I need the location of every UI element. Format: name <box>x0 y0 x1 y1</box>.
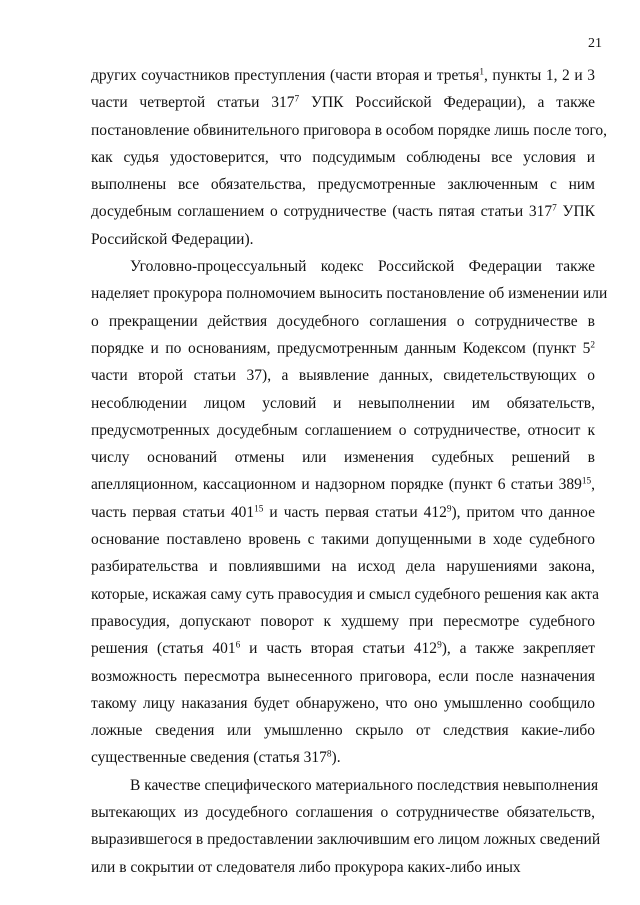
text-segment: числу оснований отмены или изменения судебных решений в <box>91 449 595 467</box>
text-line <box>91 362 595 389</box>
text-line <box>91 826 601 853</box>
text-segment: как судья удостоверится, что подсудимым соблюдены все условия и <box>91 148 595 166</box>
text-line <box>91 526 595 553</box>
text-segment: правосудия, допускают поворот к худшему при пересмотре судебного <box>91 612 595 630</box>
text-line <box>91 62 595 89</box>
footnote-superscript: 15 <box>581 476 592 487</box>
text-line <box>91 717 595 744</box>
text-line <box>91 553 595 580</box>
text-line <box>91 854 595 881</box>
text-segment: УПК <box>556 203 596 221</box>
text-line <box>91 253 595 280</box>
text-line <box>91 117 608 144</box>
text-segment: разбирательства и повлиявшими на исход дела нарушениями закона, <box>91 558 595 576</box>
text-line <box>91 663 595 690</box>
text-segment: УПК Российской Федерации), а также <box>299 94 595 112</box>
text-line <box>91 772 599 799</box>
text-line <box>91 226 595 253</box>
paragraph <box>91 62 608 253</box>
text-line <box>91 335 595 362</box>
footnote-superscript: 7 <box>294 94 300 105</box>
text-segment: наделяет прокурора полномочием выносить постановление об изменении или <box>91 285 608 303</box>
text-segment: части второй статьи 37), а выявление данных, свидетельствующих о <box>91 367 595 385</box>
footnote-superscript: 15 <box>254 504 264 515</box>
text-segment: Российской Федерации). <box>91 230 254 248</box>
text-segment: порядке и по основаниям, предусмотренным данным Кодексом (пункт 5 <box>91 339 591 357</box>
footnote-superscript: 9 <box>446 504 452 515</box>
text-segment: основание поставлено вровень с такими допущенными в ходе судебного <box>91 531 595 549</box>
text-segment: и часть вторая статьи 412 <box>240 640 438 658</box>
footnote-superscript: 1 <box>479 67 484 78</box>
text-segment: других соучастников преступления (части вторая и третья <box>91 67 480 84</box>
text-segment: , <box>591 476 595 494</box>
footnote-superscript: 8 <box>326 749 332 760</box>
text-segment: предусмотренных досудебным соглашением о сотрудничестве, относит к <box>91 421 595 439</box>
text-segment: решения (статья 401 <box>91 640 236 658</box>
text-segment: ), притом что данное <box>451 503 595 521</box>
text-segment: выполнены все обязательства, предусмотренные заключенным с ним <box>91 176 595 194</box>
text-line <box>91 744 595 771</box>
text-segment: Уголовно-процессуальный кодекс Российской Федерации также <box>130 258 595 276</box>
text-segment: часть первая статьи 401 <box>91 503 255 521</box>
text-segment: или в сокрытии от следователя либо прокурора каких-либо иных <box>91 858 521 876</box>
footnote-superscript: 6 <box>235 640 241 651</box>
text-segment: апелляционном, кассационном и надзорном порядке (пункт 6 статьи 389 <box>91 476 582 494</box>
footnote-superscript: 7 <box>552 203 557 214</box>
text-segment: о прекращении действия досудебного соглашения о сотрудничестве в <box>91 312 595 330</box>
text-line <box>91 690 595 717</box>
text-segment: ). <box>331 749 341 767</box>
paragraph <box>91 253 608 772</box>
text-line <box>91 417 595 444</box>
text-segment: досудебным соглашением о сотрудничестве (часть пятая статьи 317 <box>91 203 553 221</box>
text-segment: возможность пересмотра вынесенного приговора, если после назначения <box>91 667 595 685</box>
text-line <box>91 280 608 307</box>
text-segment: В качестве специфического материального последствия невыполнения <box>130 776 599 794</box>
footnote-superscript: 9 <box>437 640 442 651</box>
text-line <box>91 608 595 635</box>
text-segment: ложные сведения или умышленно скрыло от следствия какие-либо <box>91 722 595 740</box>
text-segment: постановление обвинительного приговора в особом порядке лишь после того, <box>91 121 608 139</box>
text-line <box>91 581 599 608</box>
text-line <box>91 799 595 826</box>
text-segment: и часть первая статьи 412 <box>263 503 447 521</box>
text-segment: части четвертой статьи 317 <box>91 94 295 112</box>
paragraph <box>91 772 601 881</box>
text-line <box>91 499 595 526</box>
text-segment: ), а также закрепляет <box>441 640 595 658</box>
text-line <box>91 471 595 498</box>
text-line <box>91 171 595 198</box>
text-line <box>91 444 595 471</box>
page-number: 21 <box>588 36 602 51</box>
text-segment: которые, искажая саму суть правосудия и смысл судебного решения как акта <box>91 585 599 603</box>
text-segment: существенные сведения (статья 317 <box>91 749 327 767</box>
text-segment: выразившегося в предоставлении заключившим его лицом ложных сведений <box>91 831 601 849</box>
text-line <box>91 635 595 662</box>
text-line <box>91 144 595 171</box>
text-line <box>91 308 595 335</box>
text-segment: вытекающих из досудебного соглашения о сотрудничестве обязательств, <box>91 804 595 822</box>
text-line <box>91 198 595 225</box>
body-text <box>91 62 608 881</box>
text-line <box>91 390 595 417</box>
text-line <box>91 89 595 116</box>
text-segment: несоблюдении лицом условий и невыполнении им обязательств, <box>91 394 595 412</box>
footnote-superscript: 2 <box>590 340 595 351</box>
text-segment: , пункты 1, 2 и 3 <box>483 67 595 84</box>
text-segment: такому лицу наказания будет обнаружено, что оно умышленно сообщило <box>91 694 595 712</box>
